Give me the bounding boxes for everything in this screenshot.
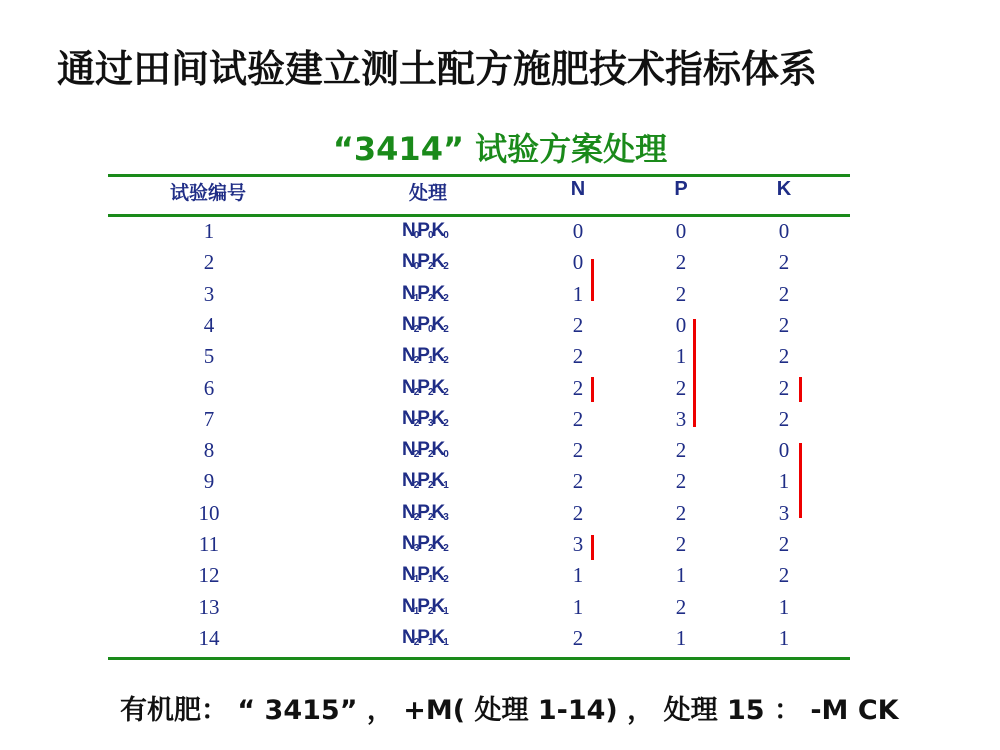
nutrient-symbol: P [417,283,428,304]
marker-n-row-6 [591,377,594,402]
nutrient-symbol: P [417,314,428,335]
nutrient-symbol: P [417,564,428,585]
nutrient-symbol: K [431,377,444,398]
footer-note: 有机肥： “ 3415” ， +M( 处理 1-14) ， 处理 15 ： -M CK [120,695,899,726]
cell-n: 2 [572,407,584,431]
cell-n: 2 [572,501,584,525]
nutrient-level: 1 [413,606,418,617]
cell-k: 1 [778,595,790,619]
nutrient-symbol: N [402,502,414,523]
cell-no: 11 [198,532,220,556]
nutrient-level: 1 [413,293,418,304]
marker-n-row-11 [591,535,594,560]
cell-k: 1 [778,469,790,493]
cell-n: 0 [572,219,584,243]
nutrient-level: 2 [427,261,432,272]
cell-k: 2 [778,407,790,431]
cell-treatment [402,405,447,433]
cell-treatment [402,436,447,464]
header-k: K [776,178,792,200]
nutrient-level: 2 [427,543,432,554]
nutrient-symbol: N [402,533,414,554]
nutrient-level: 0 [413,261,418,272]
cell-no: 3 [203,282,215,306]
cell-k: 0 [778,438,790,462]
nutrient-symbol: K [431,627,444,648]
cell-treatment [402,624,447,652]
nutrient-level: 2 [427,449,432,460]
cell-p: 1 [675,626,687,650]
header-n: N [570,178,586,200]
nutrient-symbol: P [417,251,428,272]
nutrient-symbol: N [402,596,414,617]
nutrient-symbol: K [431,596,444,617]
nutrient-level: 2 [427,606,432,617]
nutrient-symbol: P [417,533,428,554]
nutrient-level: 1 [427,355,432,366]
nutrient-symbol: K [431,533,444,554]
nutrient-symbol: N [402,408,414,429]
marker-n-rows-2-3 [591,259,594,301]
cell-n: 0 [572,250,584,274]
nutrient-level: 2 [443,574,447,585]
cell-treatment [402,499,447,527]
cell-no: 9 [203,469,215,493]
nutrient-level: 2 [427,387,432,398]
nutrient-level: 3 [443,512,447,523]
nutrient-symbol: P [417,627,428,648]
cell-k: 2 [778,376,790,400]
cell-no: 10 [198,501,220,525]
nutrient-symbol: K [431,408,444,429]
nutrient-symbol: N [402,220,414,241]
cell-k: 2 [778,532,790,556]
nutrient-symbol: N [402,251,414,272]
marker-p-rows-4-7 [693,319,696,427]
cell-no: 6 [203,376,215,400]
cell-treatment [402,593,447,621]
nutrient-level: 3 [427,418,432,429]
nutrient-symbol: N [402,345,414,366]
cell-treatment [402,311,447,339]
cell-p: 2 [675,595,687,619]
nutrient-symbol: K [431,251,444,272]
cell-no: 7 [203,407,215,431]
cell-n: 3 [572,532,584,556]
nutrient-level: 2 [443,293,447,304]
cell-n: 2 [572,626,584,650]
cell-treatment [402,217,447,245]
nutrient-level: 2 [413,512,418,523]
nutrient-symbol: K [431,564,444,585]
cell-no: 1 [203,219,215,243]
marker-k-rows-8-10 [799,443,802,518]
nutrient-symbol: K [431,283,444,304]
nutrient-symbol: K [431,220,444,241]
cell-n: 2 [572,344,584,368]
table-caption: “3414” 试验方案处理 [332,130,668,168]
cell-n: 1 [572,595,584,619]
cell-k: 3 [778,501,790,525]
nutrient-symbol: P [417,439,428,460]
nutrient-symbol: P [417,470,428,491]
cell-p: 1 [675,344,687,368]
table-bottom-rule [108,657,850,660]
nutrient-level: 1 [443,637,447,648]
cell-k: 2 [778,563,790,587]
nutrient-symbol: P [417,220,428,241]
nutrient-level: 0 [443,449,447,460]
cell-k: 2 [778,250,790,274]
cell-treatment [402,280,447,308]
nutrient-symbol: N [402,377,414,398]
cell-k: 1 [778,626,790,650]
slide-title: 通过田间试验建立测土配方施肥技术指标体系 [57,47,818,91]
nutrient-symbol: P [417,502,428,523]
header-treatment: 处理 [408,182,447,204]
cell-p: 0 [675,313,687,337]
cell-p: 0 [675,219,687,243]
cell-k: 2 [778,344,790,368]
cell-p: 2 [675,282,687,306]
cell-n: 2 [572,313,584,337]
nutrient-level: 2 [443,418,447,429]
cell-no: 4 [203,313,215,337]
cell-no: 8 [203,438,215,462]
nutrient-level: 0 [413,230,418,241]
cell-treatment [402,342,447,370]
nutrient-level: 1 [413,574,418,585]
cell-n: 2 [572,469,584,493]
nutrient-level: 2 [443,324,447,335]
cell-no: 14 [198,626,220,650]
table-top-rule [108,174,850,177]
cell-p: 2 [675,250,687,274]
cell-p: 1 [675,563,687,587]
nutrient-level: 1 [427,574,432,585]
nutrient-level: 1 [443,606,447,617]
nutrient-level: 2 [413,449,418,460]
nutrient-symbol: K [431,502,444,523]
nutrient-level: 2 [443,261,447,272]
nutrient-level: 2 [427,293,432,304]
nutrient-symbol: P [417,345,428,366]
nutrient-level: 1 [427,637,432,648]
cell-p: 2 [675,532,687,556]
cell-no: 13 [198,595,220,619]
nutrient-level: 2 [413,324,418,335]
cell-treatment [402,248,447,276]
nutrient-symbol: N [402,470,414,491]
marker-k-row-6 [799,377,802,402]
nutrient-symbol: N [402,627,414,648]
nutrient-symbol: N [402,564,414,585]
nutrient-level: 2 [427,512,432,523]
nutrient-level: 0 [427,230,432,241]
nutrient-level: 2 [443,355,447,366]
nutrient-symbol: N [402,283,414,304]
nutrient-symbol: K [431,470,444,491]
nutrient-symbol: P [417,377,428,398]
cell-n: 2 [572,376,584,400]
nutrient-level: 2 [413,480,418,491]
cell-k: 2 [778,313,790,337]
nutrient-symbol: N [402,439,414,460]
header-p: P [674,178,688,200]
cell-p: 2 [675,438,687,462]
cell-p: 3 [675,407,687,431]
cell-treatment [402,561,447,589]
cell-treatment [402,374,447,402]
nutrient-level: 2 [413,355,418,366]
nutrient-level: 2 [413,418,418,429]
cell-treatment [402,467,447,495]
nutrient-symbol: P [417,408,428,429]
cell-p: 2 [675,501,687,525]
nutrient-level: 1 [443,480,447,491]
cell-treatment [402,530,447,558]
cell-n: 1 [572,563,584,587]
cell-p: 2 [675,469,687,493]
cell-p: 2 [675,376,687,400]
nutrient-level: 2 [413,637,418,648]
cell-n: 1 [572,282,584,306]
nutrient-symbol: K [431,314,444,335]
nutrient-symbol: N [402,314,414,335]
nutrient-level: 0 [443,230,447,241]
nutrient-level: 2 [413,387,418,398]
nutrient-symbol: K [431,439,444,460]
nutrient-symbol: K [431,345,444,366]
nutrient-level: 2 [443,543,447,554]
cell-k: 2 [778,282,790,306]
cell-k: 0 [778,219,790,243]
nutrient-level: 0 [427,324,432,335]
cell-no: 12 [198,563,220,587]
cell-no: 2 [203,250,215,274]
nutrient-level: 2 [427,480,432,491]
nutrient-symbol: P [417,596,428,617]
cell-n: 2 [572,438,584,462]
header-trial-number: 试验编号 [169,182,246,204]
nutrient-level: 2 [443,387,447,398]
cell-no: 5 [203,344,215,368]
nutrient-level: 3 [413,543,418,554]
